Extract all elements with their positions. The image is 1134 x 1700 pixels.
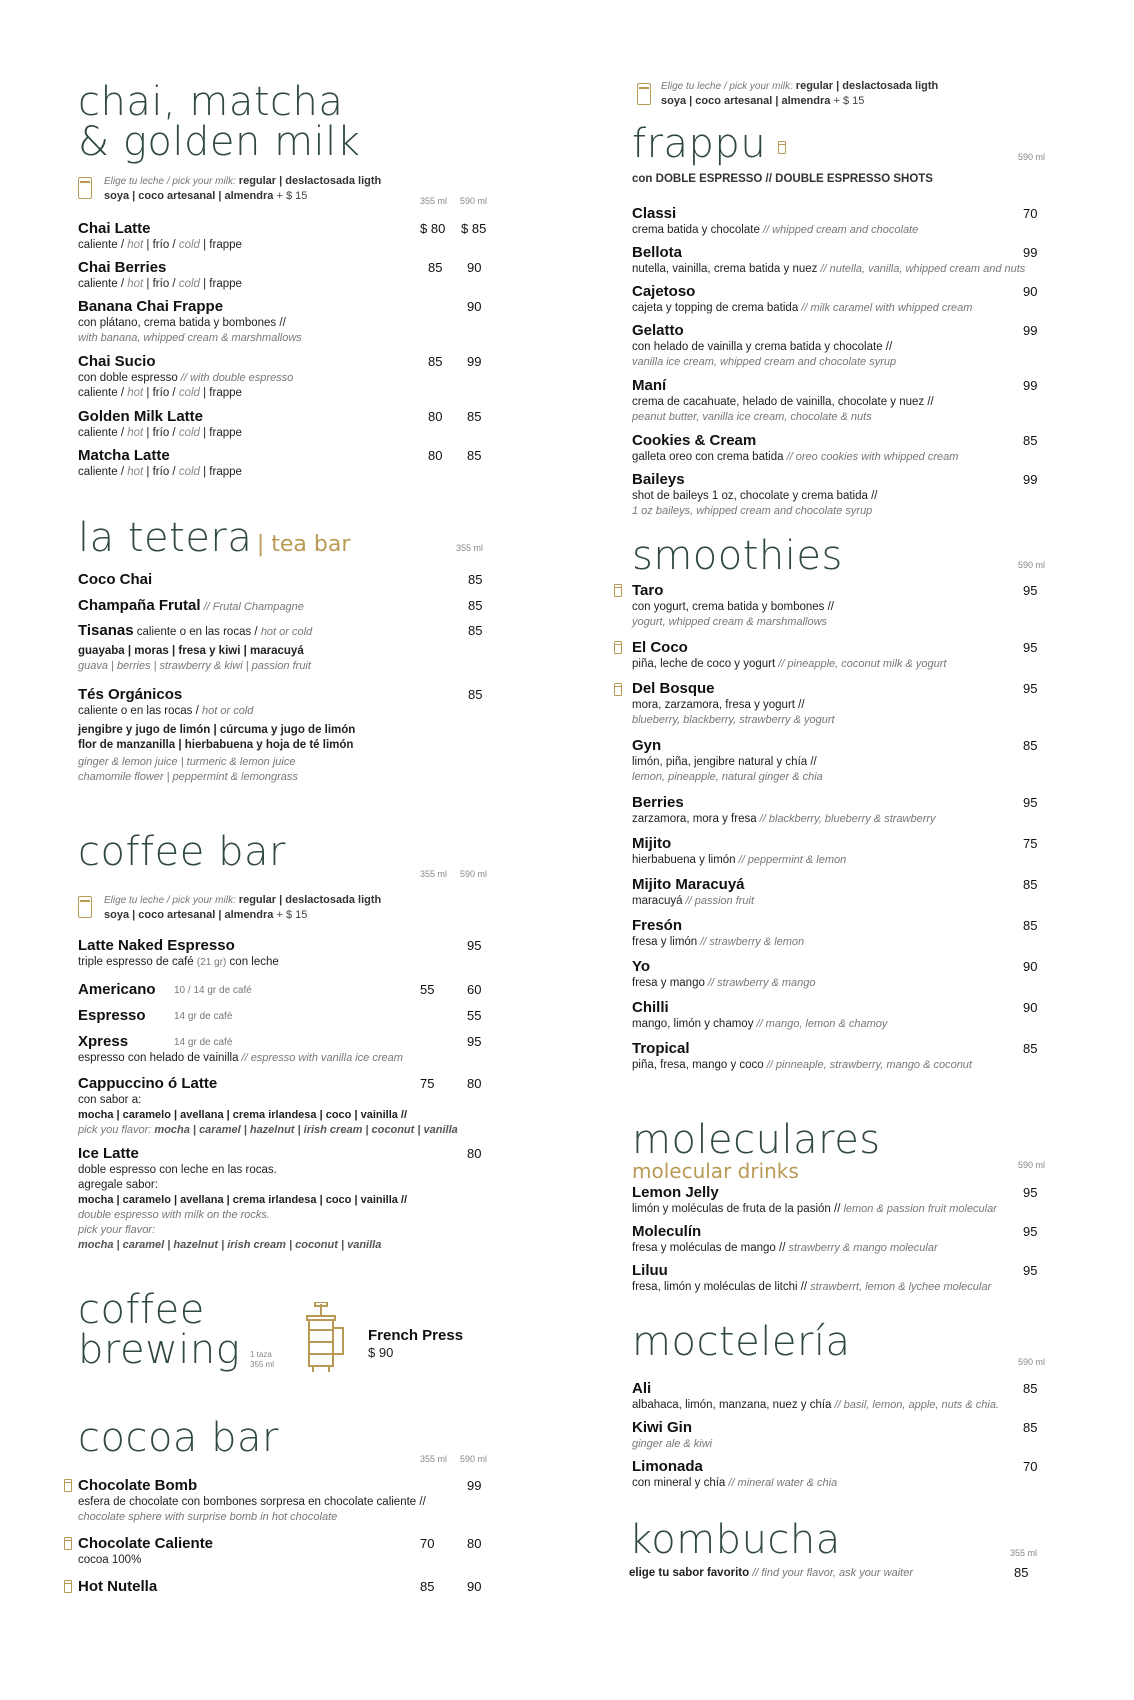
item-description: nutella, vainilla, crema batida y nuez // nutella, vanilla, whipped cream and nuts (632, 263, 1026, 275)
item-price: 85 (1023, 1041, 1038, 1056)
size-label: 355 ml (420, 196, 448, 206)
item-description: hierbabuena y limón // peppermint & lemon (632, 854, 847, 866)
section-title: & golden milk (78, 119, 361, 165)
french-press-icon (301, 1302, 353, 1374)
milk-options: Elige tu leche / pick your milk: regular | deslactosada ligth soya | coco artesanal | almendra + $ 15 (104, 175, 382, 202)
cup-icon (614, 584, 622, 597)
menu-item (632, 958, 1062, 991)
cup-icon (64, 1479, 72, 1492)
item-name: Yo (632, 958, 651, 975)
menu-item (632, 582, 1062, 630)
section-title: brewing (78, 1327, 241, 1373)
item-description: fresa y limón // strawberry & lemon (632, 936, 805, 948)
menu-item: Xpress 14 gr de café espresso con helado de vainilla // espresso with vanilla ice cream 95 (78, 1033, 482, 1064)
item-price: 85 (1023, 877, 1038, 892)
menu-item: Chai Berries caliente / hot | frío / cold | frappe 85 90 (78, 259, 482, 290)
item-name: Maní (632, 377, 667, 394)
menu-item (632, 1262, 1062, 1295)
size-label: 590 ml (1018, 152, 1046, 162)
cup-icon (64, 1580, 72, 1593)
menu-item (632, 737, 1062, 785)
menu-item (632, 1184, 1062, 1217)
item-price: 85 (1023, 1381, 1038, 1396)
menu-item (632, 1223, 1062, 1256)
item-price: 95 (1023, 1224, 1038, 1239)
section-title: frappu (632, 121, 767, 167)
item-description: piña, fresa, mango y coco // pinneaple, strawberry, mango & coconut (632, 1059, 972, 1071)
section-title: la tetera (78, 515, 253, 561)
section-title: chai, matcha (78, 79, 344, 125)
item-price: 99 (1023, 323, 1038, 338)
section-title: cocoa bar (78, 1415, 280, 1461)
item-description: fresa y moléculas de mango // strawberry & mango molecular (632, 1242, 938, 1254)
item-description: mango, limón y chamoy // mango, lemon & chamoy (632, 1018, 888, 1030)
item-name: Gyn (632, 737, 662, 754)
item-description: piña, leche de coco y yogurt // pineapple, coconut milk & yogurt (632, 658, 947, 670)
item-name: Bellota (632, 244, 683, 261)
menu-item: Golden Milk Latte caliente / hot | frío / cold | frappe 80 85 (78, 408, 482, 439)
section-title: coffee (78, 1287, 205, 1333)
size-label: 355 ml (456, 543, 484, 553)
item-description-en: ginger ale & kiwi (632, 1438, 713, 1450)
size-label: 590 ml (460, 869, 488, 879)
item-description: mora, zarzamora, fresa y yogurt // (632, 699, 805, 711)
item-name: Taro (632, 582, 664, 599)
size-label: 355 ml (420, 1454, 448, 1464)
size-label: 590 ml (460, 1454, 488, 1464)
menu-item: Americano 10 / 14 gr de café 55 60 (78, 981, 482, 998)
menu-item (632, 639, 1062, 672)
item-price: 99 (1023, 472, 1038, 487)
item-price: 99 (1023, 378, 1038, 393)
item-price: 95 (1023, 583, 1038, 598)
item-price: 95 (1023, 1185, 1038, 1200)
item-description: crema batida y chocolate // whipped cream and chocolate (632, 224, 919, 236)
menu-item: Chai Latte caliente / hot | frío / cold | frappe $ 80 $ 85 (78, 220, 487, 251)
right-column (629, 0, 1062, 1700)
item-description: limón, piña, jengibre natural y chía // (632, 756, 817, 768)
menu-item (632, 377, 1062, 425)
item-name: Mijito (632, 835, 672, 852)
cup-size-note: 1 taza 355 ml (250, 1350, 275, 1369)
item-name: Fresón (632, 917, 683, 934)
section-title: kombucha (629, 1517, 841, 1563)
size-label: 590 ml (1018, 1357, 1046, 1367)
item-description-en: lemon, pineapple, natural ginger & chia (632, 771, 823, 783)
menu-item (632, 205, 1062, 238)
menu-item (632, 471, 1062, 519)
item-description: limón y moléculas de fruta de la pasión // lemon & passion fruit molecular (632, 1203, 997, 1215)
item-name: El Coco (632, 639, 688, 656)
milk-options: Elige tu leche / pick your milk: regular | deslactosada ligth soya | coco artesanal | almendra + $ 15 (104, 894, 382, 921)
menu-item: Matcha Latte caliente / hot | frío / cold | frappe 80 85 (78, 447, 482, 478)
cup-icon (778, 141, 786, 154)
menu-item: Chocolate Bomb esfera de chocolate con bombones sorpresa en chocolate caliente // chocolate sphere with surprise bomb in hot chocolate 99 (78, 1477, 482, 1523)
section-title: moctelería (632, 1319, 851, 1365)
item-name: Mijito Maracuyá (632, 876, 745, 893)
menu-item: French Press $ 90 (368, 1327, 464, 1360)
size-label: 355 ml (1010, 1548, 1038, 1558)
item-price: 85 (1023, 738, 1038, 753)
section-subtitle: | tea bar (256, 532, 351, 557)
left-column (78, 0, 498, 1700)
menu-item (632, 999, 1062, 1032)
item-price: 90 (1023, 959, 1038, 974)
item-price: 70 (1023, 206, 1038, 221)
item-price: 99 (1023, 245, 1038, 260)
item-name: Berries (632, 794, 684, 811)
item-name: Baileys (632, 471, 685, 488)
item-price: 70 (1023, 1459, 1038, 1474)
milk-carton-icon (78, 896, 92, 918)
menu-item (632, 876, 1062, 909)
cup-icon (64, 1537, 72, 1550)
menu-item: Espresso 14 gr de café 55 (78, 1007, 482, 1024)
item-description-en: peanut butter, vanilla ice cream, chocolate & nuts (632, 411, 872, 423)
section-moleculares-title (632, 1117, 881, 1183)
menu-item (632, 680, 1062, 728)
menu-item (632, 917, 1062, 950)
item-name: Classi (632, 205, 677, 222)
menu-item: Latte Naked Espresso triple espresso de café (21 gr) con leche 95 (78, 937, 482, 968)
item-description-en: 1 oz baileys, whipped cream and chocolate syrup (632, 505, 873, 517)
menu-item (632, 244, 1062, 277)
cup-icon (614, 641, 622, 654)
section-subtitle: molecular drinks (632, 1159, 799, 1183)
item-name: Del Bosque (632, 680, 715, 697)
menu-item (632, 1419, 1062, 1452)
menu-item (632, 322, 1062, 370)
item-description: maracuyá // passion fruit (632, 895, 755, 907)
item-description: cajeta y topping de crema batida // milk caramel with whipped cream (632, 302, 973, 314)
item-description: con yogurt, crema batida y bombones // (632, 601, 834, 613)
size-label: 590 ml (1018, 1160, 1046, 1170)
item-price: 85 (1023, 433, 1038, 448)
item-name: Gelatto (632, 322, 684, 339)
menu-item: Chocolate Caliente cocoa 100% 70 80 (78, 1535, 482, 1566)
section-tetera-title (78, 515, 351, 561)
item-name: Ali (632, 1380, 652, 1397)
item-description: fresa, limón y moléculas de litchi // strawberrt, lemon & lychee molecular (632, 1281, 992, 1293)
menu-item: Hot Nutella 85 90 (78, 1578, 482, 1595)
cup-icon (614, 683, 622, 696)
menu-item (632, 283, 1062, 316)
item-name: Moleculín (632, 1223, 702, 1240)
menu-item (632, 1380, 1062, 1413)
menu-item (632, 835, 1062, 868)
item-price: 90 (1023, 284, 1038, 299)
menu-item: Chai Sucio con doble espresso // with double espresso caliente / hot | frío / cold | frappe 85 99 (78, 353, 482, 399)
item-name: Lemon Jelly (632, 1184, 719, 1201)
menu-item (632, 1458, 1062, 1491)
menu-item: Champaña Frutal // Frutal Champagne 85 (78, 597, 483, 614)
item-name: Tropical (632, 1040, 690, 1057)
item-description-en: blueberry, blackberry, strawberry & yogurt (632, 714, 835, 726)
size-label: 590 ml (1018, 560, 1046, 570)
milk-carton-icon (637, 83, 651, 105)
item-name: Cajetoso (632, 283, 696, 300)
menu-item (632, 1040, 1062, 1073)
menu-item (632, 432, 1062, 465)
milk-options: Elige tu leche / pick your milk: regular | deslactosada ligth soya | coco artesanal | almendra + $ 15 (661, 80, 939, 107)
item-price: 95 (1023, 681, 1038, 696)
menu-item: Cappuccino ó Latte con sabor a: mocha | caramelo | avellana | crema irlandesa | coco | vainilla // pick you flavor: mocha | caramel | hazelnut | irish cream | coconut | vanilla 75 80 (78, 1075, 482, 1136)
menu-item: Tés Orgánicos caliente o en las rocas / hot or cold jengibre y jugo de limón | cúrcuma y jugo de limón flor de manzanilla | hierbabuena y hoja de té limón ginger & lemon juice | turmeric & lemon juice chamomile flower | peppermint & lemongrass 85 (78, 686, 483, 783)
item-description: crema de cacahuate, helado de vainilla, chocolate y nuez // (632, 396, 934, 408)
item-price: 95 (1023, 795, 1038, 810)
item-description: fresa y mango // strawberry & mango (632, 977, 816, 989)
item-description: galleta oreo con crema batida // oreo cookies with whipped cream (632, 451, 959, 463)
menu-item: Tisanas caliente o en las rocas / hot or cold guayaba | moras | fresa y kiwi | maracuyá guava | berries | strawberry & kiwi | passion fruit 85 (78, 622, 483, 672)
item-name: Chilli (632, 999, 669, 1016)
item-description: con mineral y chía // mineral water & chia (632, 1477, 838, 1489)
item-price: 85 (1023, 1420, 1038, 1435)
item-description: con helado de vainilla y crema batida y chocolate // (632, 341, 893, 353)
item-price: 90 (1023, 1000, 1038, 1015)
section-title: moleculares (632, 1117, 881, 1163)
section-subtitle: con DOBLE ESPRESSO // DOUBLE ESPRESSO SHOTS (632, 173, 933, 185)
item-name: Limonada (632, 1458, 703, 1475)
item-name: Kiwi Gin (632, 1419, 692, 1436)
size-label: 590 ml (460, 196, 488, 206)
menu-item (632, 794, 1062, 827)
section-brewing-title (78, 1287, 241, 1373)
item-price: 85 (1023, 918, 1038, 933)
section-chai-title (78, 79, 361, 165)
item-name: Liluu (632, 1262, 668, 1279)
item-description-en: yogurt, whipped cream & marshmallows (632, 616, 828, 628)
item-description: albahaca, limón, manzana, nuez y chía // basil, lemon, apple, nuts & chia. (632, 1399, 999, 1411)
item-name: Cookies & Cream (632, 432, 757, 449)
size-label: 355 ml (420, 869, 448, 879)
item-description-en: vanilla ice cream, whipped cream and chocolate syrup (632, 356, 897, 368)
section-title: coffee bar (78, 829, 286, 875)
milk-carton-icon (78, 177, 92, 199)
item-price: 95 (1023, 1263, 1038, 1278)
menu-item: Coco Chai 85 (78, 571, 483, 588)
item-description: shot de baileys 1 oz, chocolate y crema batida // (632, 490, 878, 502)
menu-item: Ice Latte doble espresso con leche en las rocas. agregale sabor: mocha | caramelo | avellana | crema irlandesa | coco | vainilla // double espresso with milk on the rocks. pick your flavor: mocha | caramel | hazelnut | irish cream | coconut | vanilla 80 (78, 1145, 482, 1251)
section-title: smoothies (632, 533, 843, 579)
item-price: 95 (1023, 640, 1038, 655)
item-price: 75 (1023, 836, 1038, 851)
menu-item: elige tu sabor favorito // find your flavor, ask your waiter 85 (629, 1565, 1029, 1580)
section-frappu-title (632, 121, 767, 167)
item-description: zarzamora, mora y fresa // blackberry, blueberry & strawberry (632, 813, 936, 825)
menu-item: Banana Chai Frappe con plátano, crema batida y bombones // with banana, whipped cream & marshmallows 90 (78, 298, 482, 344)
